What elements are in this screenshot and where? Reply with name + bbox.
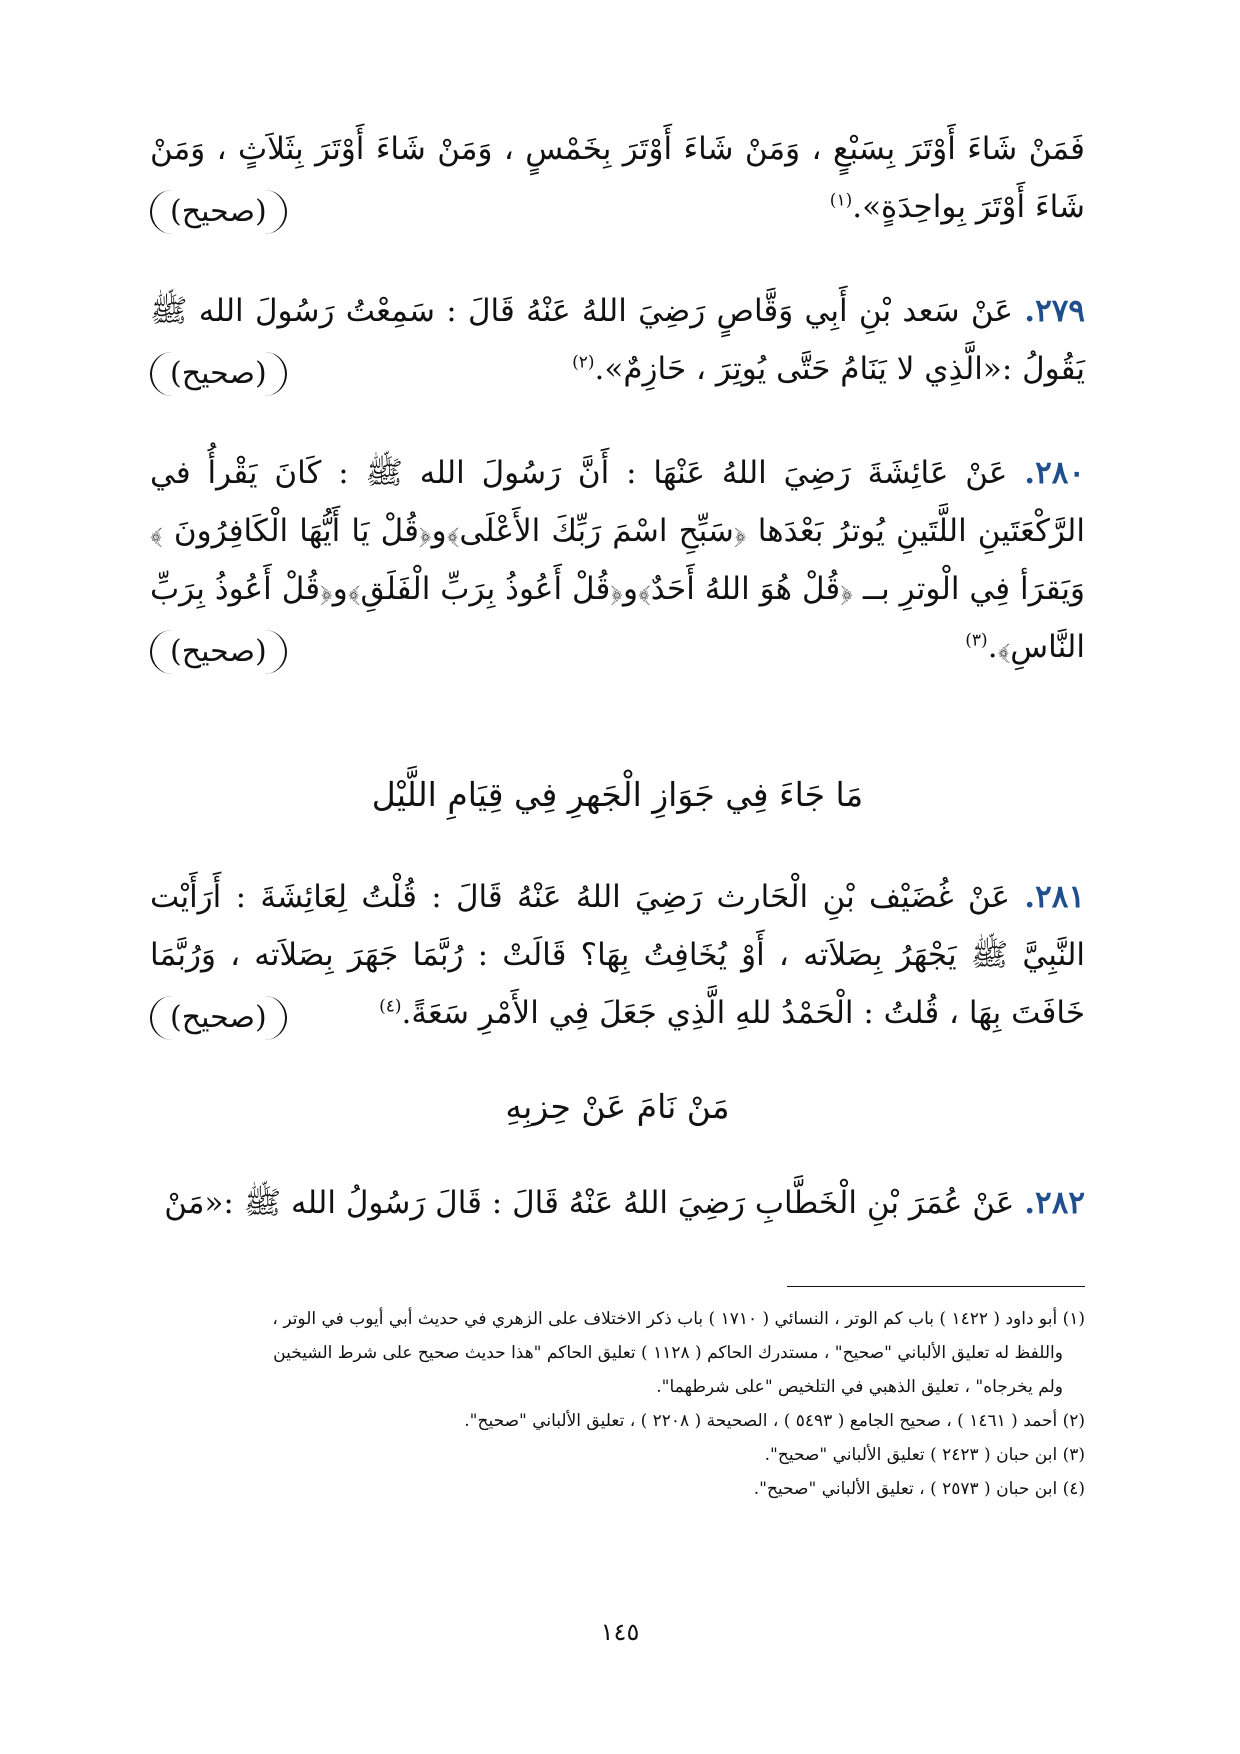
hadith-text: عَنْ عُمَرَ بْنِ الْخَطَّابِ رَضِيَ اللهُ عَنْهُ قَالَ : قَالَ رَسُولُ الله ﷺ :«مَنْ [164, 1185, 1015, 1221]
grade-badge: (صحيح) [150, 630, 287, 674]
hadith-text: عَنْ سَعد بْنِ أَبِي وَقَّاصٍ رَضِيَ اللهُ عَنْهُ قَالَ : سَمِعْتُ رَسُولَ الله ﷺ يَقُولُ :«الَّذِي لا يَنَامُ حَتَّى يُوتِرَ ، حَازِمٌ». [150, 293, 1085, 387]
footnote-separator [787, 1286, 1085, 1287]
hadith-number: ٢٨٢. [1024, 1185, 1085, 1221]
grade-badge: (صحيح) [150, 352, 287, 396]
hadith-block-279 [150, 282, 1085, 398]
hadith-text-block [150, 1174, 1085, 1232]
footnote-ref: (٤) [379, 996, 402, 1017]
grade-badge: (صحيح) [150, 996, 287, 1040]
footnote-ref: (٣) [965, 630, 988, 651]
hadith-text-block [150, 120, 1085, 236]
footnote-4: (٤) ابن حبان ( ٢٥٧٣ ) ، تعليق الألباني "صحيح". [753, 1479, 1085, 1499]
section-heading: مَا جَاءَ فِي جَوَازِ الْجَهرِ فِي قِيَامِ اللَّيْل [371, 775, 864, 814]
hadith-text: عَنْ عَائِشَةَ رَضِيَ اللهُ عَنْهَا : أَنَّ رَسُولَ الله ﷺ : كَانَ يَقْرأُ في الرَّكْعَتَينِ اللَّتَينِ يُوترُ بَعْدَها ﴿سَبِّحِ اسْمَ رَبِّكَ الأَعْلَى﴾و﴿قُلْ يَا أَيُّهَا الْكَافِرُونَ ﴾ وَيَقرَأ فِي الْوترِ بــ ﴿قُلْ هُوَ اللهُ أَحَدٌ﴾و﴿قُلْ أَعُوذُ بِرَبِّ الْفَلَقِ﴾و﴿قُلْ أَعُوذُ بِرَبِّ النَّاسِ﴾. [150, 455, 1085, 665]
hadith-text-block [150, 868, 1085, 1042]
footnote-ref: (٢) [572, 352, 595, 373]
footnote-1: (١) أبو داود ( ١٤٢٢ ) باب كم الوتر ، النسائي ( ١٧١٠ ) باب ذكر الاختلاف على الزهري في حديث أبي أيوب في الوتر ، [272, 1309, 1085, 1329]
footnote-1-continued: ولم يخرجاه" ، تعليق الذهبي في التلخيص "على شرطهما". [656, 1377, 1063, 1397]
footnote-1-continued: واللفظ له تعليق الألباني "صحيح" ، مستدرك الحاكم ( ١١٢٨ ) تعليق الحاكم "هذا حديث صحيح على شرط الشيخين [273, 1343, 1063, 1363]
hadith-text: عَنْ غُضَيْف بْنِ الْحَارث رَضِيَ اللهُ عَنْهُ قَالَ : قُلْتُ لِعَائِشَةَ : أَرَأَيْت النَّبِيَّ ﷺ يَجْهَرُ بِصَلاَته ، أَوْ يُخَافِتُ بِهَا؟ قَالَتْ : رُبَّمَا جَهَرَ بِصَلاَته ، وَرُبَّمَا خَافَتَ بِهَا ، قُلتُ : الْحَمْدُ للهِ الَّذِي جَعَلَ فِي الأَمْرِ سَعَةً. [150, 879, 1085, 1031]
grade-badge: (صحيح) [150, 190, 287, 234]
hadith-text: فَمَنْ شَاءَ أَوْتَرَ بِسَبْعٍ ، وَمَنْ شَاءَ أَوْتَرَ بِخَمْسٍ ، وَمَنْ شَاءَ أَوْتَرَ بِثَلاَثٍ ، وَمَنْ شَاءَ أَوْتَرَ بِواحِدَةٍ». [150, 131, 1085, 225]
hadith-text-block [150, 282, 1085, 398]
hadith-block-continued [150, 120, 1085, 236]
hadith-text-block [150, 444, 1085, 676]
footnote-ref: (١) [829, 190, 853, 211]
hadith-number: ٢٨١. [1024, 879, 1086, 915]
hadith-block-282 [150, 1174, 1085, 1232]
hadith-block-280 [150, 444, 1085, 676]
hadith-number: ٢٨٠. [1024, 455, 1086, 491]
footnote-2: (٢) أحمد ( ١٤٦١ ) ، صحيح الجامع ( ٥٤٩٣ ) ، الصحيحة ( ٢٢٠٨ ) ، تعليق الألباني "صحيح". [464, 1411, 1085, 1431]
page-number: ١٤٥ [600, 1618, 640, 1646]
hadith-number: ٢٧٩. [1024, 293, 1086, 329]
footnotes [150, 1302, 1085, 1506]
section-heading: مَنْ نَامَ عَنْ حِزبِهِ [505, 1087, 730, 1126]
hadith-block-281 [150, 868, 1085, 1042]
footnote-3: (٣) ابن حبان ( ٢٤٢٣ ) تعليق الألباني "صحيح". [764, 1445, 1085, 1465]
